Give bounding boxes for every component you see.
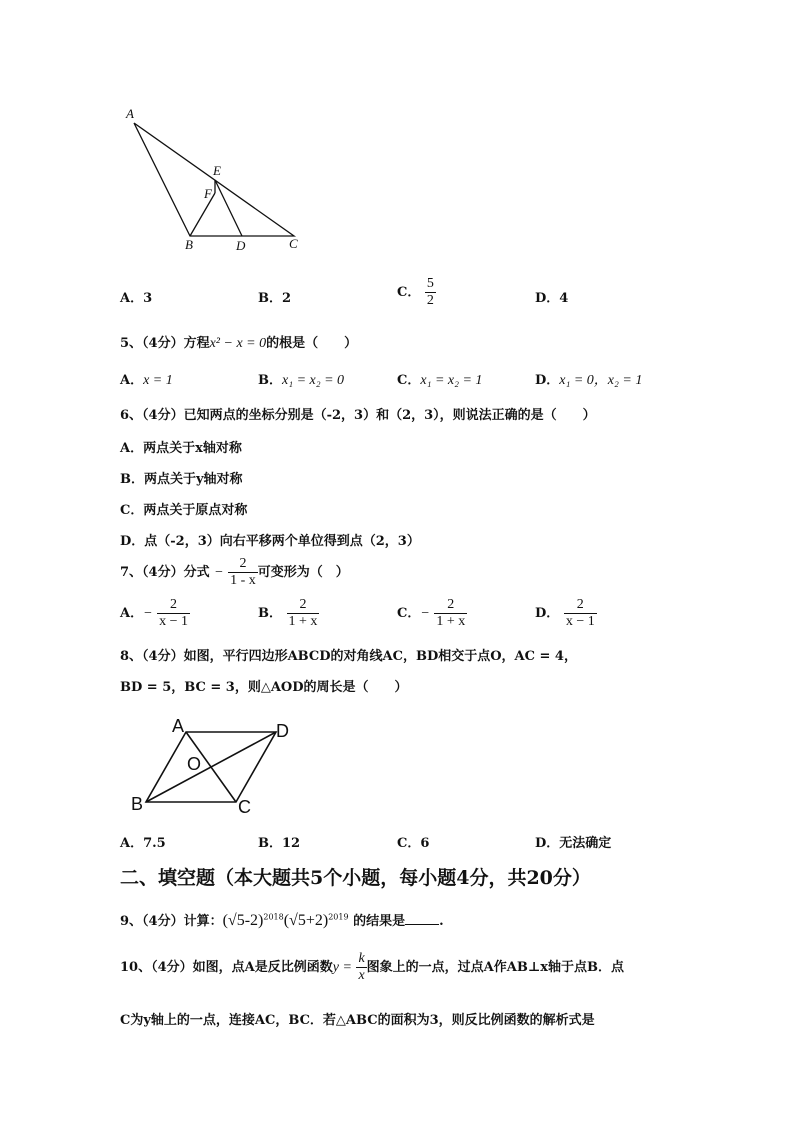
q8-option-b: B．12 (258, 836, 301, 851)
q8-option-d: D．无法确定 (535, 836, 612, 851)
fraction: $\frac{2}{x - 1}$ (565, 597, 595, 629)
label-f: F (204, 186, 212, 201)
q6-option-c: C．两点关于原点对称 (120, 503, 248, 518)
q6-option-a: A．两点关于x轴对称 (120, 441, 242, 456)
q9-stem: 9、（4分）计算：$(√5-2)^{2018}(√5+2)^{2019}$ 的结果是 . (120, 912, 444, 929)
label-d: D (276, 721, 289, 741)
fraction: $\frac{2}{1 + x}$ (436, 597, 466, 629)
q5-option-d: D．x₁ = 0，x₂ = 1 (535, 373, 643, 388)
q5-option-a: A．x = 1 (120, 373, 173, 388)
label-o: O (187, 754, 202, 774)
q5-option-b: B．x₁ = x₂ = 0 (258, 373, 345, 388)
q7-stem: 7、（4分）分式 − $\frac{2}{1 - x}$ 可变形为（ ） (120, 556, 349, 588)
label-c: C (238, 797, 251, 817)
label-c: C (289, 236, 298, 251)
q8-stem-line2: BD = 5，BC = 3，则△AOD的周长是（ ） (120, 680, 408, 695)
q7-option-b: B． $\frac{2}{1 + x}$ (258, 597, 318, 629)
q4-option-c: C． $\frac{5}{2}$ (397, 276, 434, 308)
q8-stem-line1: 8、（4分）如图，平行四边形ABCD的对角线AC，BD相交于点O，AC = 4， (120, 649, 577, 664)
q4-option-b: B．2 (258, 291, 292, 306)
q5-stem: 5、（4分）方程x² − x = 0的根是（ ） (120, 336, 358, 351)
fraction: $\frac{5}{2}$ (426, 276, 434, 308)
label-b: B (185, 237, 193, 252)
q5-option-c: C．x₁ = x₂ = 1 (397, 373, 483, 388)
q10-line2: C为y轴上的一点，连接AC，BC．若△ABC的面积为3，则反比例函数的解析式是 (120, 1013, 595, 1028)
q4-option-d: D．4 (535, 291, 569, 306)
q6-option-b: B．两点关于y轴对称 (120, 472, 243, 487)
fraction: $\frac{k}{x}$ (358, 951, 365, 983)
q8-option-c: C．6 (397, 836, 430, 851)
label-e: E (213, 163, 221, 178)
triangle-figure (120, 105, 320, 255)
triangle-edges (134, 123, 294, 236)
label-d: D (236, 238, 246, 253)
q10-line1: 10、（4分）如图，点A是反比例函数y = $\frac{k}{x}$ 图象上的一点，过点A作AB⊥x轴于点B．点 (120, 951, 625, 983)
label-b: B (131, 794, 144, 814)
segment-ed (215, 180, 242, 236)
section-heading: 二、填空题（本大题共5个小题，每小题4分，共20分） (120, 867, 591, 889)
q7-option-c: C．− $\frac{2}{1 + x}$ (397, 597, 466, 629)
label-a: A (172, 716, 185, 736)
q8-option-a: A．7.5 (120, 836, 166, 851)
q4-option-a: A．3 (120, 291, 153, 306)
q6-stem: 6、（4分）已知两点的坐标分别是（-2，3）和（2，3），则说法正确的是（ ） (120, 408, 596, 423)
fraction: $\frac{2}{x - 1}$ (159, 597, 188, 629)
fraction: $\frac{2}{1 - x}$ (230, 556, 256, 588)
q7-option-a: A．− $\frac{2}{x - 1}$ (120, 597, 188, 629)
q7-option-d: D． $\frac{2}{x - 1}$ (535, 597, 595, 629)
label-a: A (126, 106, 134, 121)
q6-option-d: D．点（-2，3）向右平移两个单位得到点（2，3） (120, 534, 420, 549)
answer-blank (405, 912, 439, 925)
fraction: $\frac{2}{1 + x}$ (288, 597, 318, 629)
